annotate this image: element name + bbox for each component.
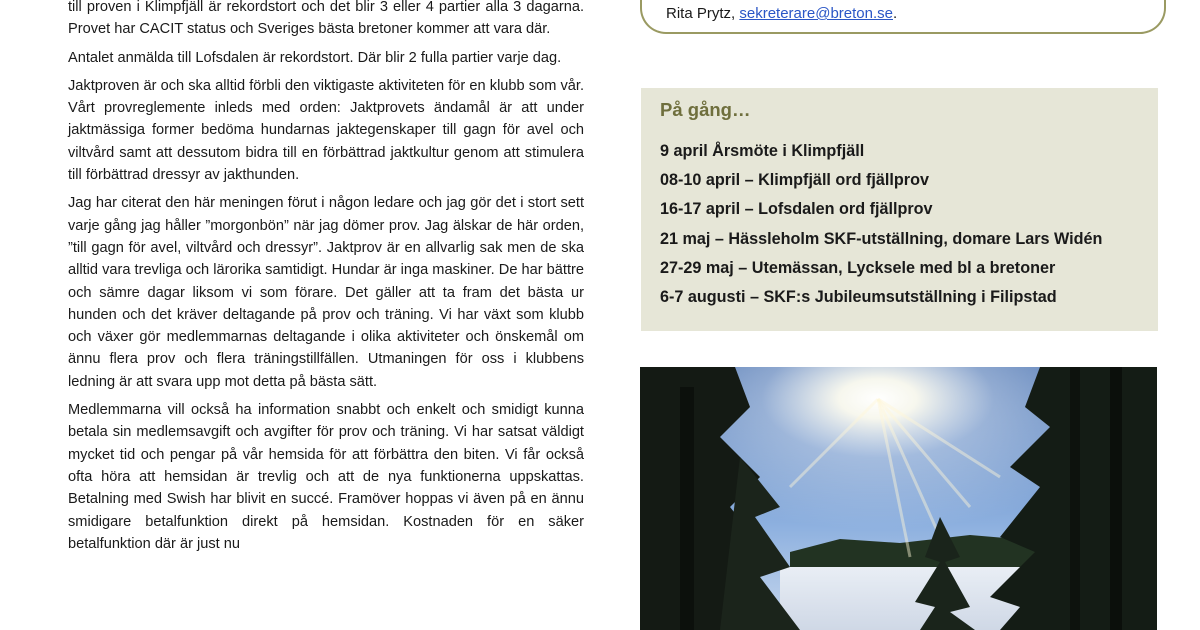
article-paragraph: Medlemmarna vill också ha information snabbt och enkelt och smidigt kunna betala sin medlemsavgift och avgifter för prov och träning. Vi har satsat väldigt mycket tid och pengar på vår hemsida för att förbättra den biten. Vi får också ofta höra att hemsidan är trevlig och att de nya funktionerna uppskattas. Betalning med Swish har blivit en succé. Framöver hoppas vi även på en ännu smidigare betalfunktion direkt på hemsidan. Kostnaden för en säker betalfunktion där är just nu: [68, 402, 584, 552]
event-item: 21 maj – Hässleholm SKF-utställning, domare Lars Widén: [660, 229, 1103, 248]
photo-illustration: [640, 367, 1157, 630]
article-paragraph: Jaktproven är och ska alltid förbli den viktigaste aktiviteten för en klubb som vår. Vårt provreglemente inleds med orden: Jaktprovets ändamål är att under jaktmässiga former bedöma hundarnas jaktegenskaper till gagn för avel och viltvård samt att dessutom bidra till en förbättrad jaktkultur genom att stimulera till förbättrad dressyr av jakthunden.: [68, 77, 584, 184]
event-item: 6-7 augusti – SKF:s Jubileumsutställning i Filipstad: [660, 288, 1057, 307]
event-item: 08-10 april – Klimpfjäll ord fjällprov: [660, 171, 929, 190]
note-contact-name: Rita Prytz,: [666, 5, 736, 22]
email-link[interactable]: sekreterare@breton.se: [739, 5, 893, 22]
article-paragraph: Antalet anmälda till Lofsdalen är rekordstort. Där blir 2 fulla partier varje dag.: [68, 49, 562, 66]
note-text: [666, 0, 1152, 24]
winter-lake-photo: [640, 367, 1157, 630]
events-heading: På gång…: [660, 99, 751, 120]
event-item: 9 april Årsmöte i Klimpfjäll: [660, 142, 865, 160]
article-paragraph: Jag har citerat den här meningen förut i någon ledare och jag gör det i stort sett varje gång jag håller ”morgonbön” när jag dömer prov. Jag älskar de här orden, ”till gagn för avel, viltvård och dressyr”. Jaktprov är en allvarlig sak men de ska alltid vara trevliga och lärorika samtidigt. Hundar är inga maskiner. De har bättre och sämre dagar liksom vi som förare. Det gäller att ta fram det bästa ur hunden och det kräver deltagande på prov och träning. Vi har växt som klubb och växer gör medlemmarnas deltagande i olika aktiviteter och önskemål om ännu flera prov och flera träningstillfällen. Utmaningen för oss i klubbens ledning är att svara upp mot detta på bästa sätt.: [68, 195, 584, 390]
event-item: 16-17 april – Lofsdalen ord fjällprov: [660, 200, 933, 219]
events-list: [660, 137, 1158, 312]
article-column: [68, 0, 584, 561]
note-line: [666, 0, 1085, 1]
article-paragraph: till proven i Klimpfjäll är rekordstort och det blir 3 eller 4 partier alla 3 dagarna. Provet har CACIT status och Sveriges bästa bretoner kommer att vara där.: [68, 0, 584, 38]
annual-meeting-note: [640, 0, 1166, 34]
event-item: 27-29 maj – Utemässan, Lycksele med bl a bretoner: [660, 258, 1056, 277]
upcoming-events-box: [641, 88, 1158, 331]
note-end: .: [893, 5, 898, 22]
